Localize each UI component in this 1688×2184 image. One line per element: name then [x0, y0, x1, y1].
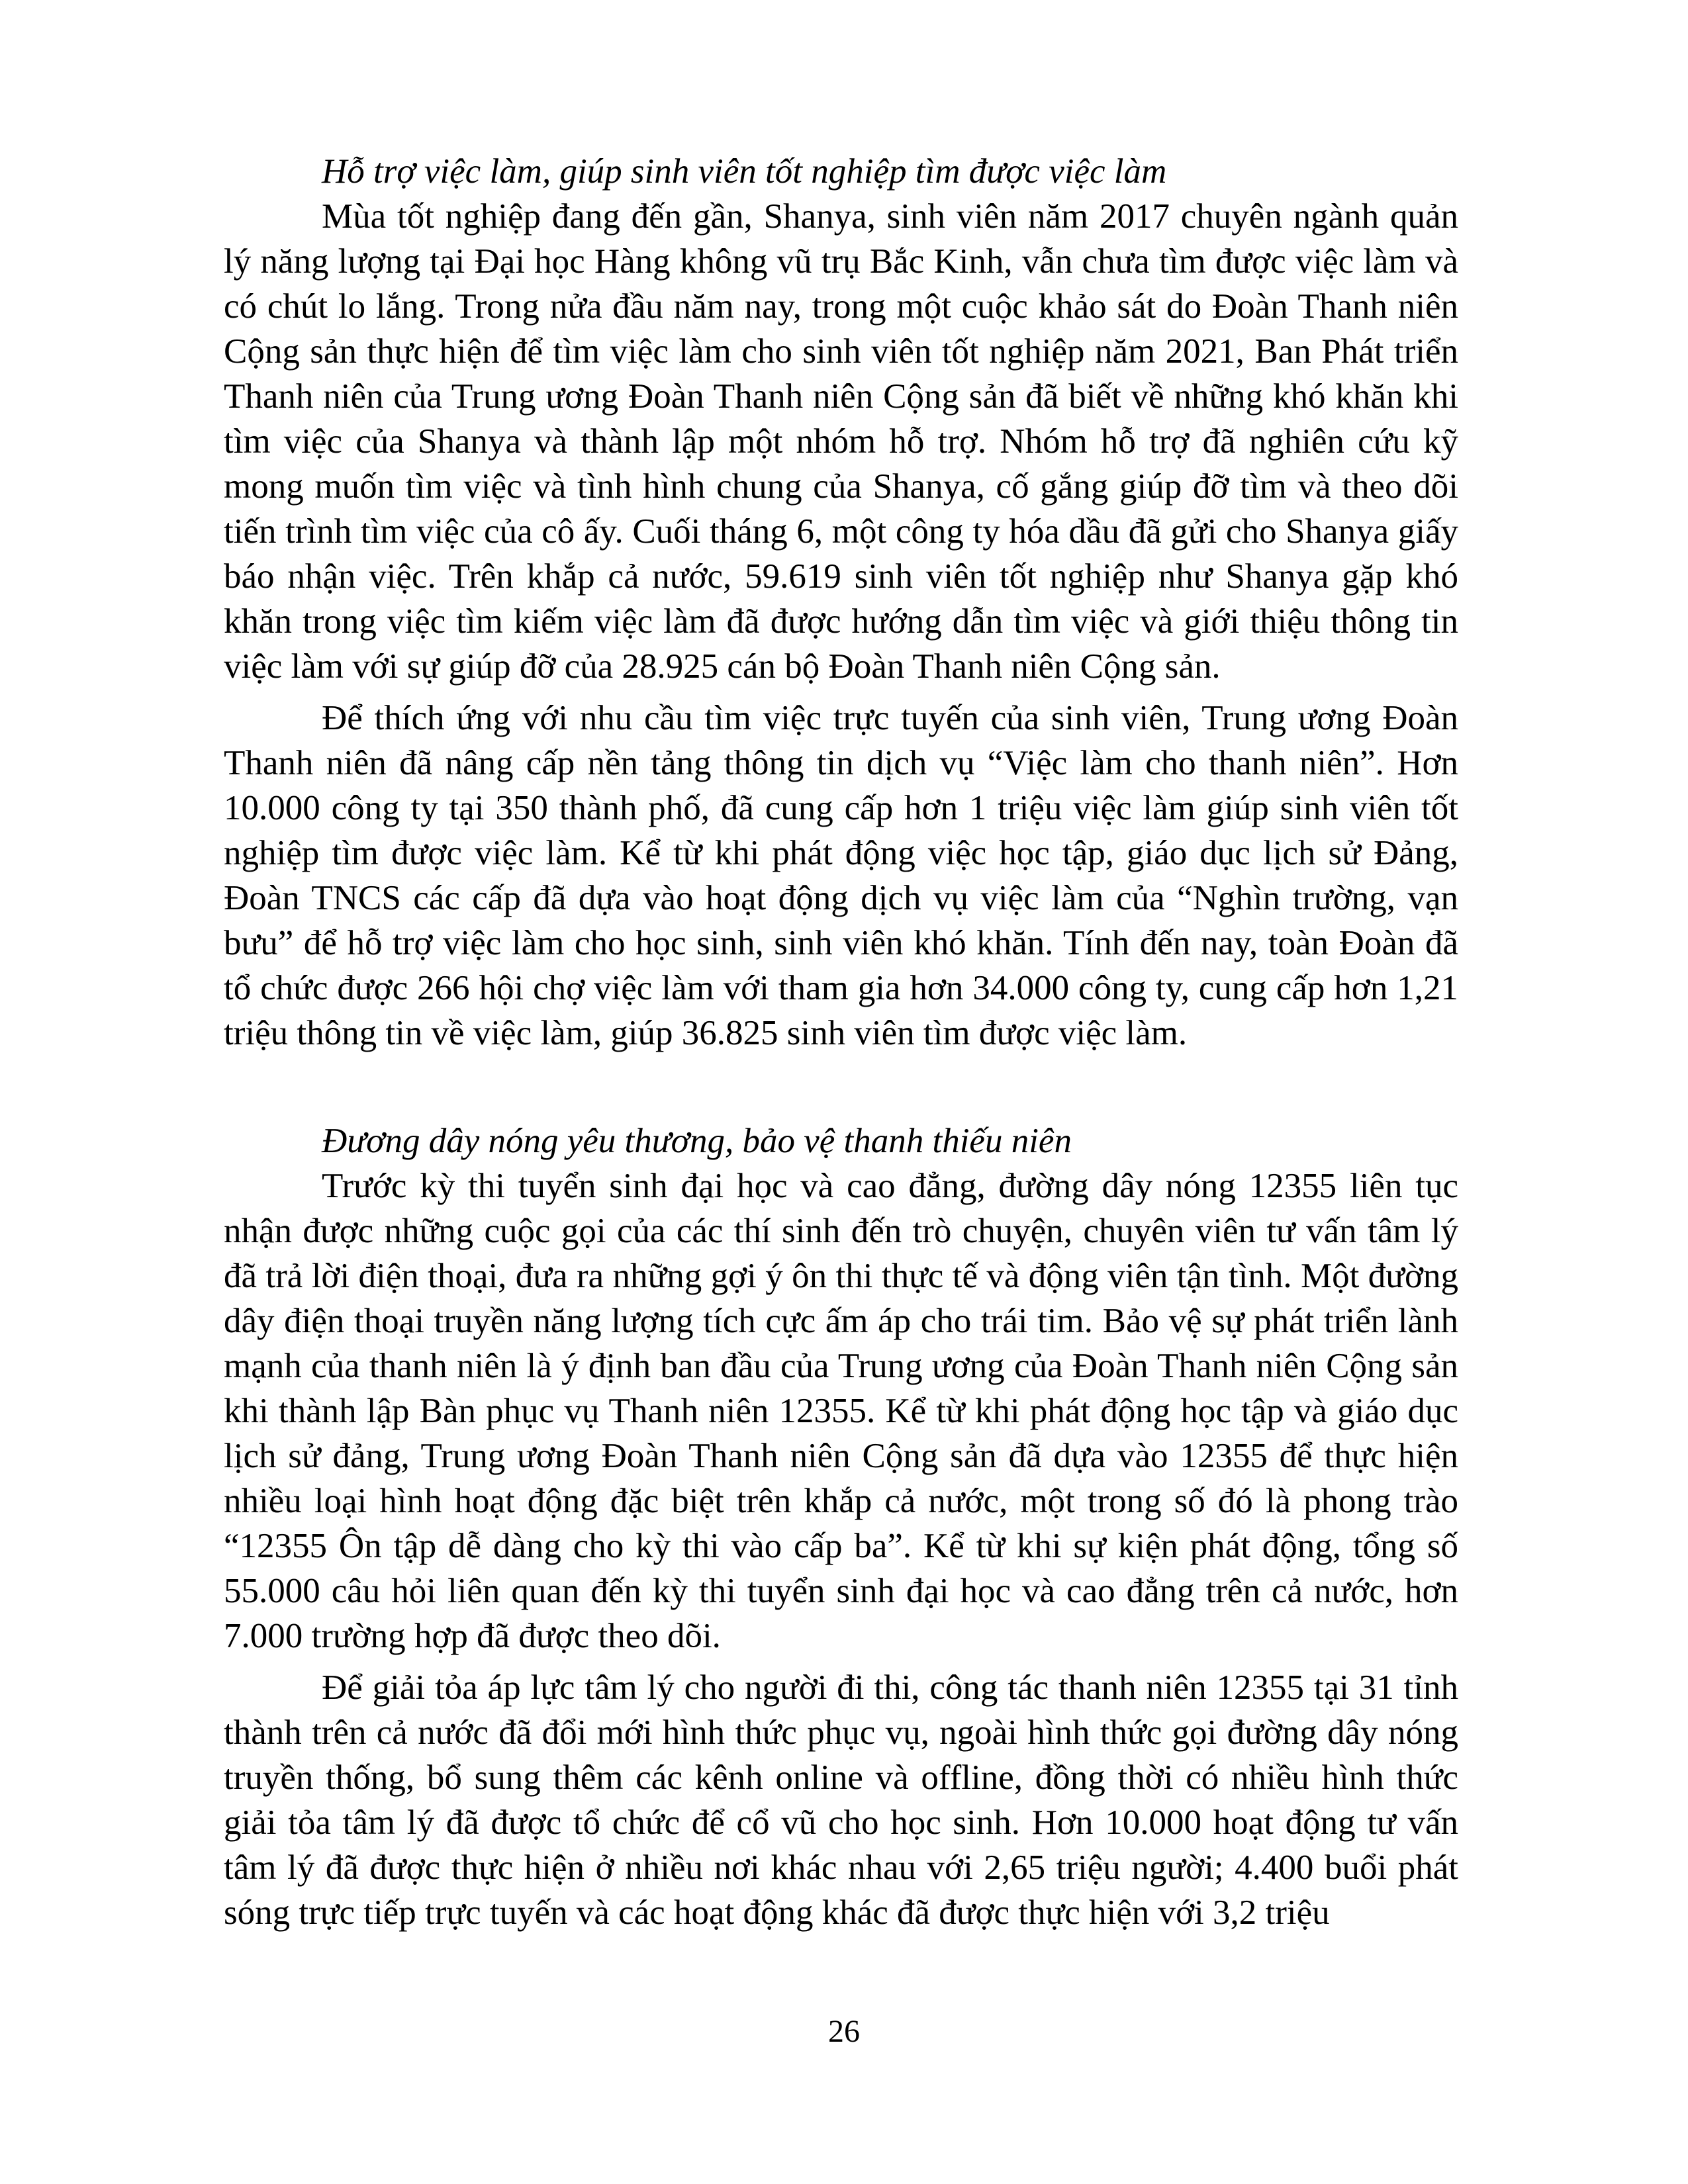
paragraph: Trước kỳ thi tuyển sinh đại học và cao đẳng, đường dây nóng 12355 liên tục nhận được những cuộc gọi của các thí sinh đến trò chuyện, chuyên viên tư vấn tâm lý đã trả lời điện thoại, đưa ra những gợi ý ôn thi thực tế và động viên tận tình. Một đường dây điện thoại truyền năng lượng tích cực ấm áp cho trái tim. Bảo vệ sự phát triển lành mạnh của thanh niên là ý định ban đầu của Trung ương của Đoàn Thanh niên Cộng sản khi thành lập Bàn phục vụ Thanh niên 12355. Kể từ khi phát động học tập và giáo dục lịch sử đảng, Trung ương Đoàn Thanh niên Cộng sản đã dựa vào 12355 để thực hiện nhiều loại hình hoạt động đặc biệt trên khắp cả nước, một trong số đó là phong trào “12355 Ôn tập dễ dàng cho kỳ thi vào cấp ba”. Kể từ khi sự kiện phát động, tổng số 55.000 câu hỏi liên quan đến kỳ thi tuyển sinh đại học và cao đẳng trên cả nước, hơn 7.000 trường hợp đã được theo dõi. [224, 1167, 1458, 1655]
page-number: 26 [828, 2014, 860, 2049]
section-heading: Đương dây nóng yêu thương, bảo vệ thanh thiếu niên [322, 1122, 1072, 1160]
section-hotline [224, 1118, 1458, 1935]
paragraph: Để thích ứng với nhu cầu tìm việc trực tuyến của sinh viên, Trung ương Đoàn Thanh niên đã nâng cấp nền tảng thông tin dịch vụ “Việc làm cho thanh niên”. Hơn 10.000 công ty tại 350 thành phố, đã cung cấp hơn 1 triệu việc làm giúp sinh viên tốt nghiệp tìm được việc làm. Kể từ khi phát động việc học tập, giáo dục lịch sử Đảng, Đoàn TNCS các cấp đã dựa vào hoạt động dịch vụ việc làm của “Nghìn trường, vạn bưu” để hỗ trợ việc làm cho học sinh, sinh viên khó khăn. Tính đến nay, toàn Đoàn đã tổ chức được 266 hội chợ việc làm với tham gia hơn 34.000 công ty, cung cấp hơn 1,21 triệu thông tin về việc làm, giúp 36.825 sinh viên tìm được việc làm. [224, 699, 1458, 1052]
paragraph: Để giải tỏa áp lực tâm lý cho người đi thi, công tác thanh niên 12355 tại 31 tỉnh thành trên cả nước đã đổi mới hình thức phục vụ, ngoài hình thức gọi đường dây nóng truyền thống, bổ sung thêm các kênh online và offline, đồng thời có nhiều hình thức giải tỏa tâm lý đã được tổ chức để cổ vũ cho học sinh. Hơn 10.000 hoạt động tư vấn tâm lý đã được thực hiện ở nhiều nơi khác nhau với 2,65 triệu người; 4.400 buổi phát sóng trực tiếp trực tuyến và các hoạt động khác đã được thực hiện với 3,2 triệu [224, 1668, 1458, 1932]
paragraph: Mùa tốt nghiệp đang đến gần, Shanya, sinh viên năm 2017 chuyên ngành quản lý năng lượng tại Đại học Hàng không vũ trụ Bắc Kinh, vẫn chưa tìm được việc làm và có chút lo lắng. Trong nửa đầu năm nay, trong một cuộc khảo sát do Đoàn Thanh niên Cộng sản thực hiện để tìm việc làm cho sinh viên tốt nghiệp năm 2021, Ban Phát triển Thanh niên của Trung ương Đoàn Thanh niên Cộng sản đã biết về những khó khăn khi tìm việc của Shanya và thành lập một nhóm hỗ trợ. Nhóm hỗ trợ đã nghiên cứu kỹ mong muốn tìm việc và tình hình chung của Shanya, cố gắng giúp đỡ tìm và theo dõi tiến trình tìm việc của cô ấy. Cuối tháng 6, một công ty hóa dầu đã gửi cho Shanya giấy báo nhận việc. Trên khắp cả nước, 59.619 sinh viên tốt nghiệp như Shanya gặp khó khăn trong việc tìm kiếm việc làm đã được hướng dẫn tìm việc và giới thiệu thông tin việc làm với sự giúp đỡ của 28.925 cán bộ Đoàn Thanh niên Cộng sản. [224, 197, 1458, 686]
section-employment-support [224, 149, 1458, 1056]
document-page [224, 149, 1458, 1935]
section-heading: Hỗ trợ việc làm, giúp sinh viên tốt nghiệp tìm được việc làm [322, 152, 1167, 191]
